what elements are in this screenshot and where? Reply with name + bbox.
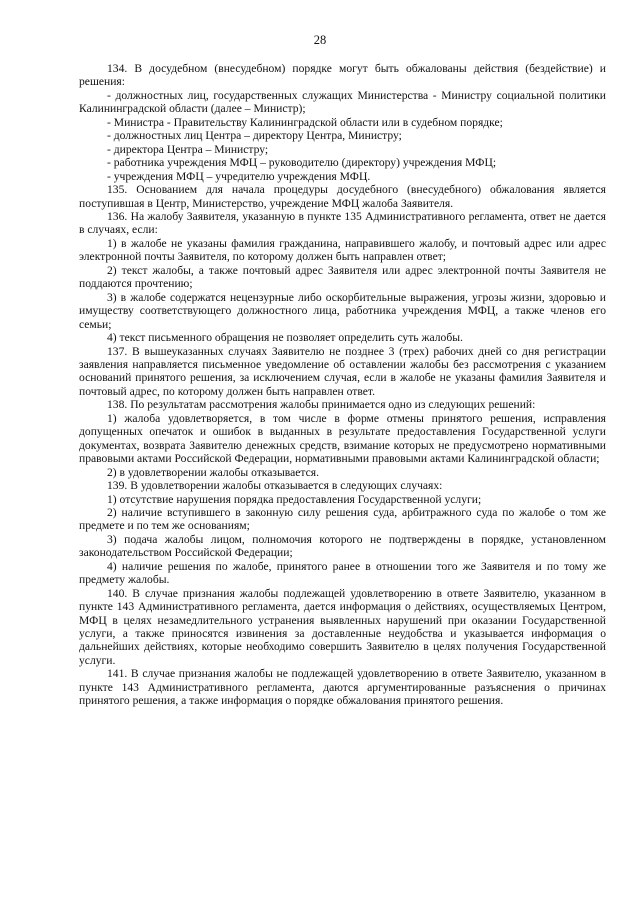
paragraph-138: 138. По результатам рассмотрения жалобы принимается одно из следующих решений: bbox=[107, 398, 536, 412]
paragraph-139-item-4: 4) наличие решения по жалобе, принятого ранее в отношении того же Заявителя и по тому же предмету жалобы. bbox=[79, 559, 606, 587]
paragraph-139: 139. В удовлетворении жалобы отказывается в следующих случаях: bbox=[107, 479, 443, 493]
paragraph-136-item-4: 4) текст письменного обращения не позволяет определить суть жалобы. bbox=[107, 331, 463, 345]
paragraph-139-item-3: 3) подача жалобы лицом, полномочия которого не подтверждены в порядке, установленном законодательством Российской Федерации; bbox=[79, 532, 606, 560]
list-item-minister: - Министра - Правительству Калининградской области или в судебном порядке; bbox=[107, 115, 503, 129]
paragraph-135: 135. Основанием для начала процедуры досудебного (внесудебного) обжалования является поступившая в Центр, Министерство, учреждение МФЦ жалоба Заявителя. bbox=[79, 183, 606, 210]
paragraph-141: 141. В случае признания жалобы не подлежащей удовлетворению в ответе Заявителю, указанном в пункте 143 Административного регламента, даются аргументированные разъяснения о причинах принятого решения, а также информация о порядке обжалования принятого решения. bbox=[79, 667, 606, 708]
document-body bbox=[79, 62, 606, 708]
paragraph-138-item-2: 2) в удовлетворении жалобы отказывается. bbox=[107, 465, 319, 479]
list-item-mfc-worker: - работника учреждения МФЦ – руководителю (директору) учреждения МФЦ; bbox=[107, 156, 497, 170]
paragraph-136: 136. На жалобу Заявителя, указанную в пункте 135 Административного регламента, ответ не дается в случаях, если: bbox=[79, 209, 606, 237]
paragraph-139-item-1: 1) отсутствие нарушения порядка предоставления Государственной услуги; bbox=[107, 492, 482, 506]
paragraph-137: 137. В вышеуказанных случаях Заявителю не позднее 3 (трех) рабочих дней со дня регистрации заявления направляется письменное уведомление об оставлении жалобы без рассмотрения с указанием оснований принятого решения, за исключением случая, если в жалобе не указаны фамилия Заявителя и почтовый адрес, по которому должен быть направлен ответ. bbox=[79, 344, 606, 398]
paragraph-138-item-1: 1) жалоба удовлетворяется, в том числе в форме отмены принятого решения, исправления допущенных опечаток и ошибок в выданных в результате предоставления Государственной услуги документах, возврата Заявителю денежных средств, взимание которых не предусмотрено нормативными правовыми актами Российской Федерации, нормативными правовыми актами Калининградской области; bbox=[79, 411, 606, 466]
paragraph-139-item-2: 2) наличие вступившего в законную силу решения суда, арбитражного суда по жалобе о том же предмете и по тем же основаниям; bbox=[79, 505, 606, 533]
paragraph-134: 134. В досудебном (внесудебном) порядке могут быть обжалованы действия (бездействие) и решения: bbox=[79, 62, 606, 89]
list-item-center-director: - директора Центра – Министру; bbox=[107, 142, 269, 156]
list-item-ministry-officials: - должностных лиц, государственных служащих Министерства - Министру социальной политики Калининградской области (далее – Министр); bbox=[79, 88, 606, 116]
paragraph-136-item-2: 2) текст жалобы, а также почтовый адрес Заявителя или адрес электронной почты Заявителя не поддаются прочтению; bbox=[79, 263, 606, 291]
paragraph-136-item-3: 3) в жалобе содержатся нецензурные либо оскорбительные выражения, угрозы жизни, здоровью и имуществу соответствующего должностного лица, работника учреждения МФЦ, а также членов его семьи; bbox=[79, 290, 606, 331]
paragraph-136-item-1: 1) в жалобе не указаны фамилия гражданина, направившего жалобу, и почтовый адрес или адрес электронной почты Заявителя, по которому должен быть направлен ответ; bbox=[79, 236, 606, 264]
page-number: 28 bbox=[313, 33, 327, 47]
paragraph-140: 140. В случае признания жалобы подлежащей удовлетворению в ответе Заявителю, указанном в пункте 143 Административного регламента, дается информация о действиях, осуществляемых Центром, МФЦ в целях незамедлительного устранения выявленных нарушений при оказании Государственной услуги, а также приносятся извинения за доставленные неудобства и указывается информация о дальнейших действиях, которые необходимо совершить Заявителю в целях получения Государственной услуги. bbox=[79, 586, 606, 667]
list-item-mfc-institution: - учреждения МФЦ – учредителю учреждения МФЦ. bbox=[107, 169, 371, 183]
list-item-center-officials: - должностных лиц Центра – директору Центра, Министру; bbox=[107, 129, 402, 143]
